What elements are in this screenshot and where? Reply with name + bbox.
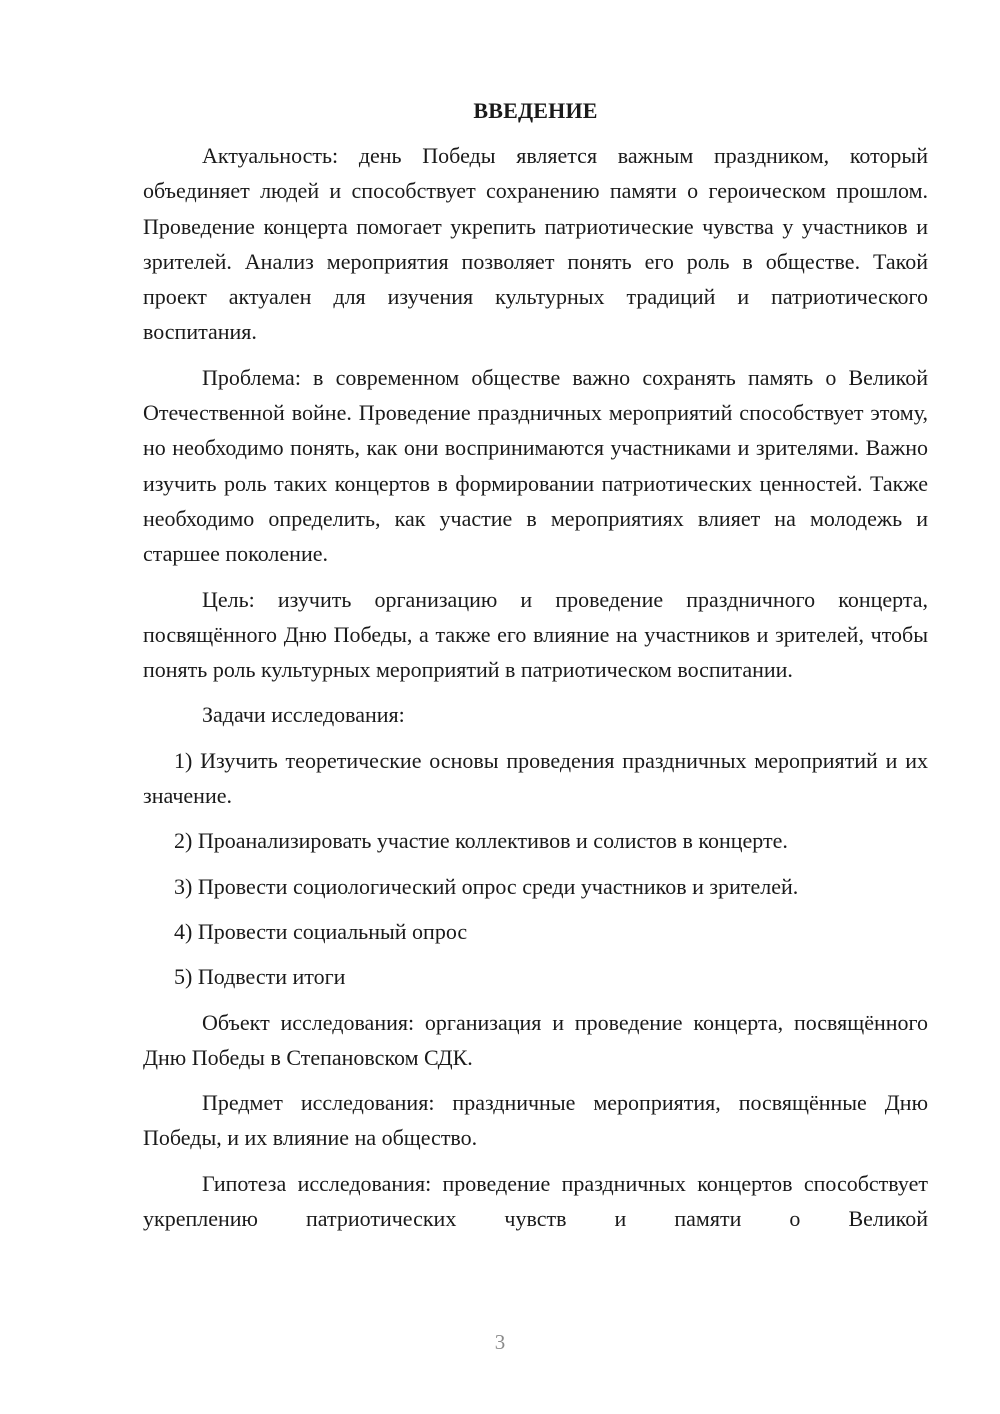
- task-item-4: 4) Провести социальный опрос: [174, 918, 468, 944]
- section-heading: ВВЕДЕНИЕ: [473, 98, 598, 123]
- tasks-heading: Задачи исследования:: [202, 702, 405, 728]
- paragraph-subject: Предмет исследования: праздничные мероприятия, посвящённые Дню Победы, и их влияние на общество.: [143, 1090, 928, 1151]
- task-item-3: 3) Провести социологический опрос среди участников и зрителей.: [174, 873, 799, 899]
- paragraph-object: Объект исследования: организация и проведение концерта, посвящённого Дню Победы в Степановском СДК.: [143, 1009, 928, 1070]
- page-number: 3: [494, 1330, 506, 1354]
- task-item-1: 1) Изучить теоретические основы проведения праздничных мероприятий и их значение.: [143, 747, 928, 809]
- paragraph-goal: Цель: изучить организацию и проведение праздничного концерта, посвящённого Дню Победы, а также его влияние на участников и зрителей, чтобы понять роль культурных мероприятий в патриотическом воспитании.: [143, 586, 928, 683]
- task-item-5: 5) Подвести итоги: [174, 964, 346, 990]
- paragraph-hypothesis: Гипотеза исследования: проведение праздничных концертов способствует укреплению патриотических чувств и памяти о Великой: [143, 1170, 928, 1232]
- document-page: [143, 93, 928, 1236]
- paragraph-relevance: Актуальность: день Победы является важным праздником, который объединяет людей и способствует сохранению памяти о героическом прошлом. Проведение концерта помогает укрепить патриотические чувства у участников и зрителей. Анализ мероприятия позволяет понять его роль в обществе. Такой проект актуален для изучения культурных традиций и патриотического воспитания.: [143, 143, 928, 345]
- paragraph-problem: Проблема: в современном обществе важно сохранять память о Великой Отечественной войне. Проведение праздничных мероприятий способствует этому, но необходимо понять, как они воспринимаются участниками и зрителями. Важно изучить роль таких концертов в формировании патриотических ценностей. Также необходимо определить, как участие в мероприятиях влияет на молодежь и старшее поколение.: [143, 364, 928, 567]
- task-item-2: 2) Проанализировать участие коллективов и солистов в концерте.: [174, 828, 788, 854]
